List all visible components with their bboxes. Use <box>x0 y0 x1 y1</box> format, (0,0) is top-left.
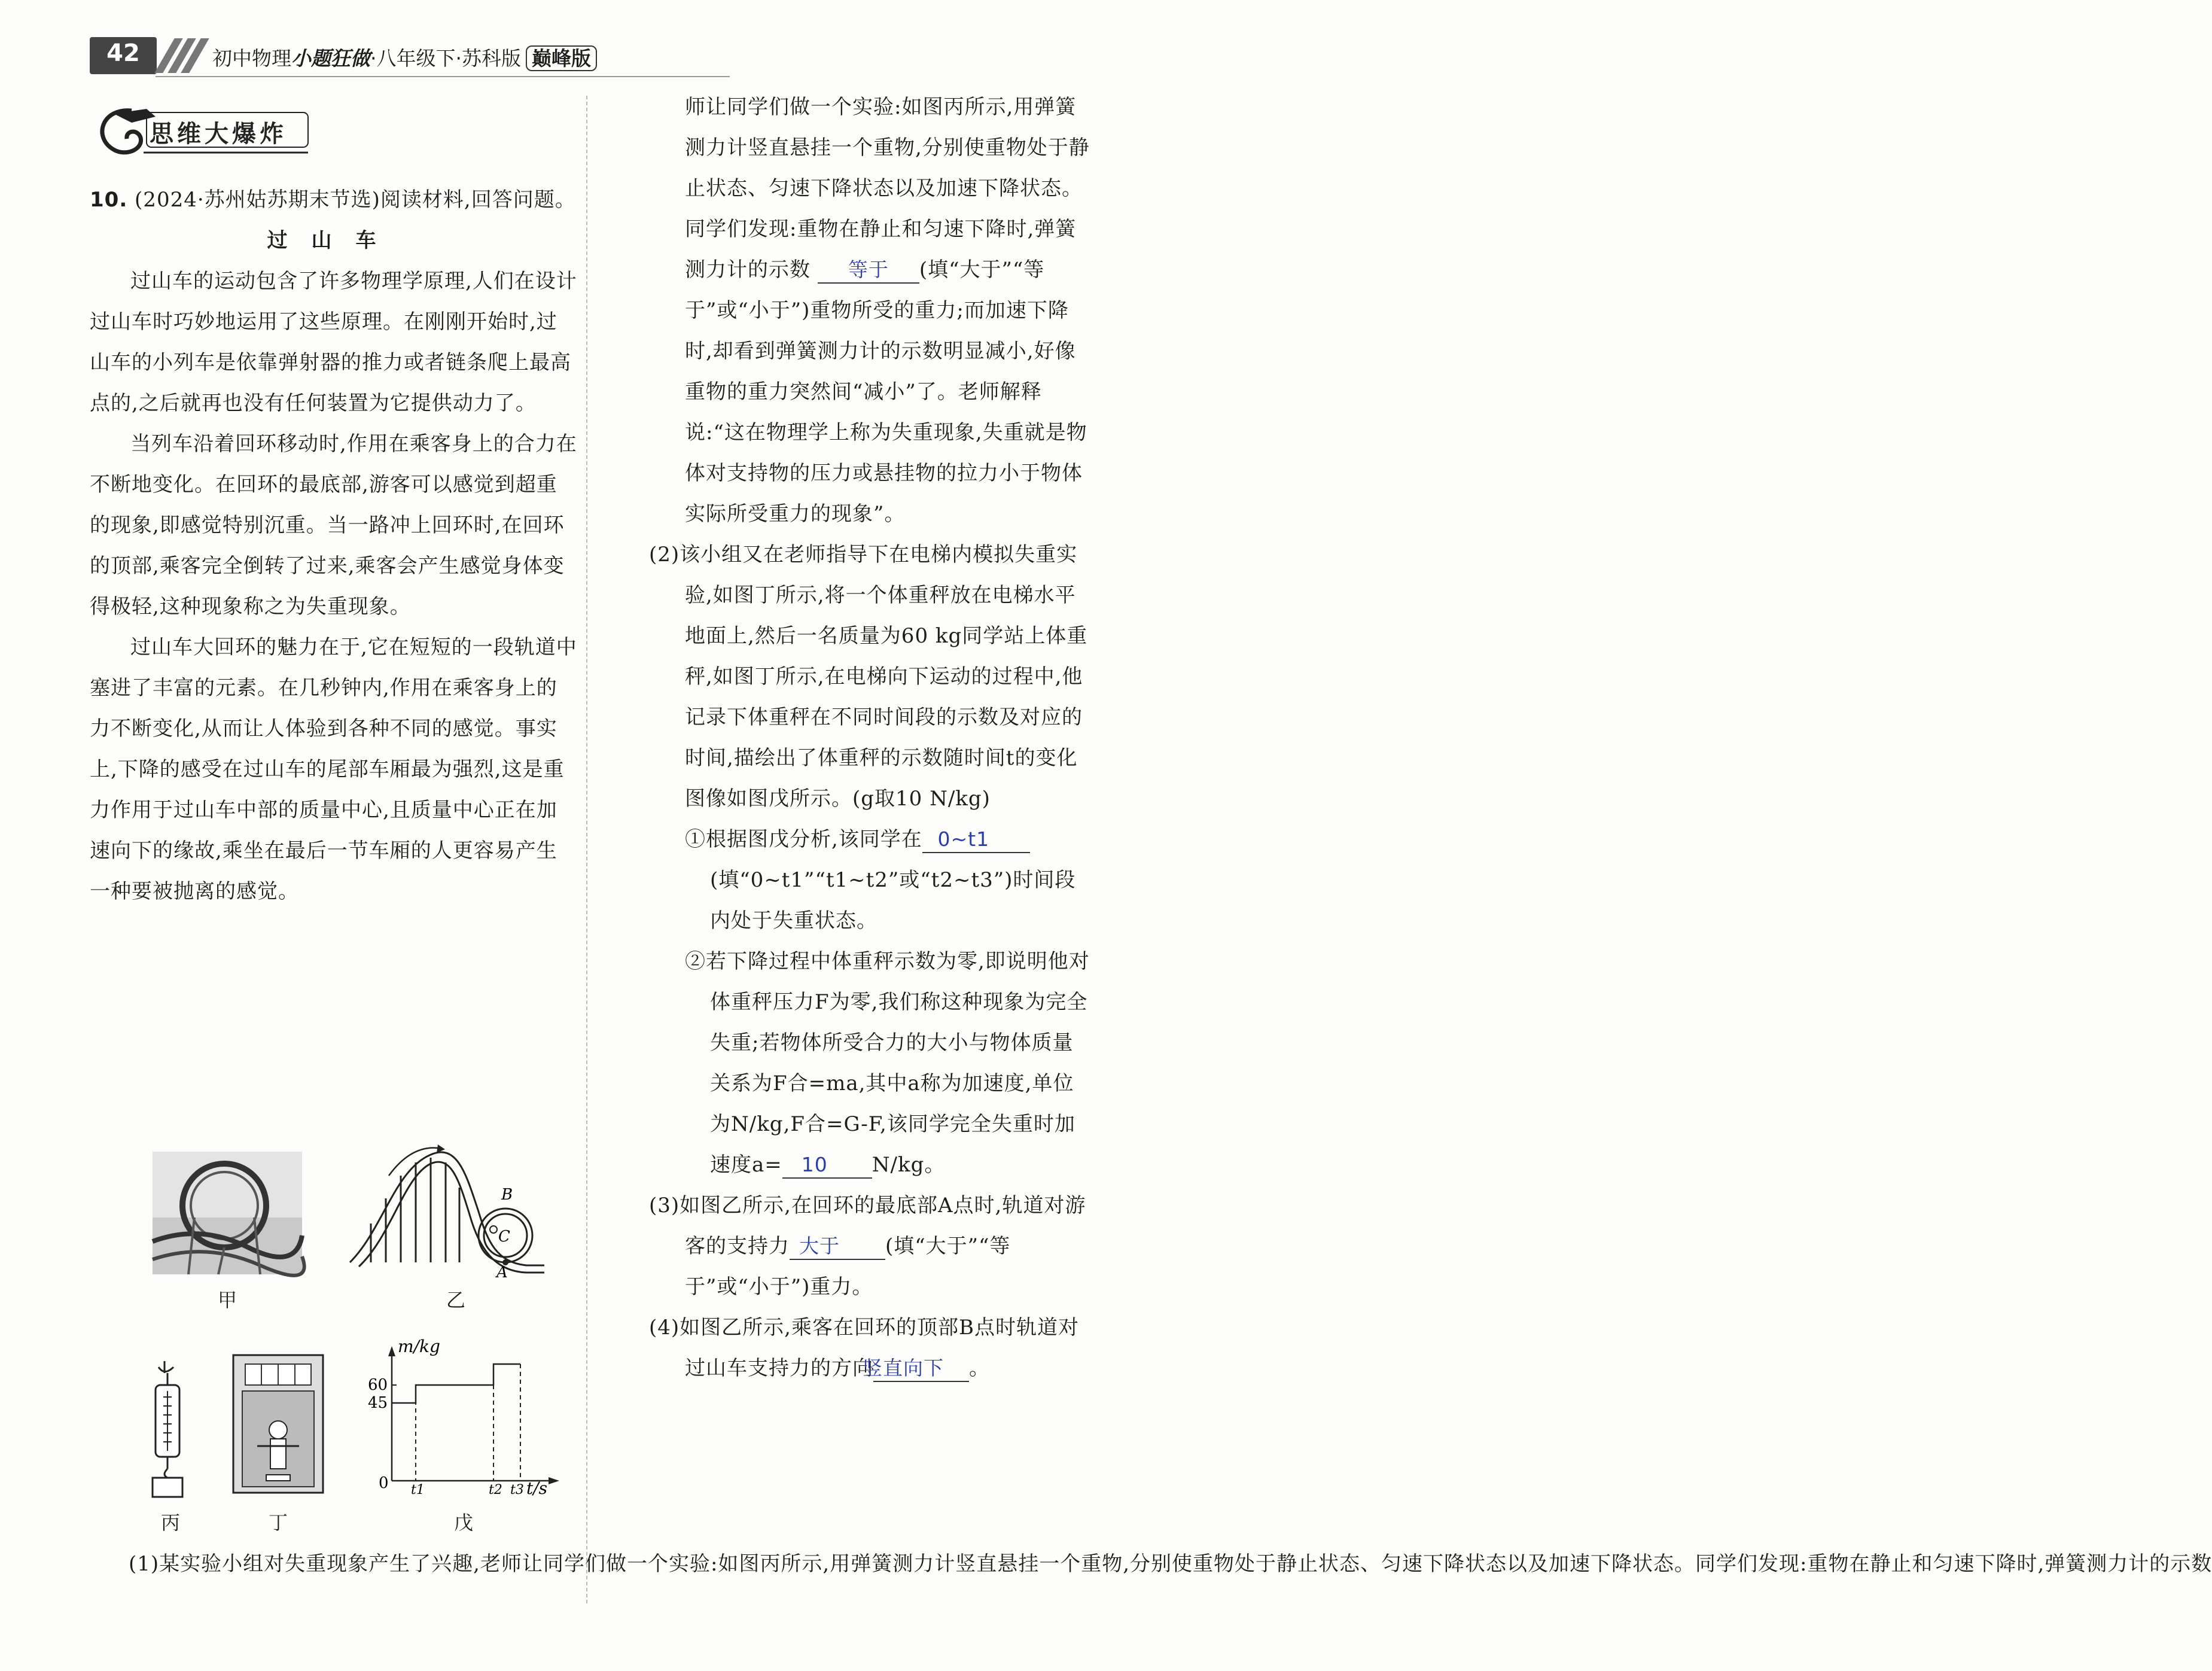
x-tick-t3: t3 <box>510 1483 524 1497</box>
book-title-pre: 初中物理 <box>212 47 291 70</box>
point-c-label: C <box>498 1228 510 1246</box>
part2-sub2 <box>685 941 1092 1185</box>
figure-label-bing: 丙 <box>160 1511 180 1534</box>
article-paragraph: 过山车大回环的魅力在于,它在短短的一段轨道中塞进了丰富的元素。在几秒钟内,作用在乘客身上的力不断变化,从而让人体验到各种不同的感觉。事实上,下降的感受在过山车的尾部车厢最为强烈,这是重力作用于过山车中部的质量中心,且质量中心正在加速向下的缘故,乘坐在最后一节车厢的人更容易产生一种要被抛离的感觉。 <box>90 635 577 903</box>
part1-start <box>129 1544 2212 1584</box>
part4-answer-blank[interactable]: 竖直向下 <box>873 1356 969 1382</box>
graph-step-line <box>392 1364 520 1481</box>
article-paragraph: 当列车沿着回环移动时,作用在乘客身上的合力在不断地变化。在回环的最底部,游客可以感觉到超重的现象,即感觉特别沉重。当一路冲上回环时,在回环的顶部,乘客完全倒转了过来,乘客会产生感觉身体变得极轻,这种现象称之为失重现象。 <box>90 432 577 619</box>
figure-jia-roller-coaster-photo <box>153 1152 302 1274</box>
part2-block <box>649 534 1092 819</box>
part3-label: (3) <box>649 1194 680 1218</box>
part3-block <box>649 1185 1092 1307</box>
part1-continued: 师让同学们做一个实验:如图丙所示,用弹簧测力计竖直悬挂一个重物,分别使重物处于静止状态、匀速下降状态以及加速下降状态。同学们发现:重物在静止和匀速下降时,弹簧测力计的示数 等于 (填“大于”“等于”或“小于”)重物所受的重力;而加速下降时,却看到弹簧测力计的示数明显减小,好像重物的重力突然间“减小”了。老师解释说:“这在物理学上称为失重现象,失重就是物体对支持物的压力或悬挂物的拉力小于物体实际所受重力的现象”。 <box>685 95 1090 526</box>
part4-block <box>649 1307 1092 1389</box>
y-tick-45: 45 <box>368 1394 388 1412</box>
question-number: 10. <box>90 188 128 212</box>
part1-label: (1) <box>129 1552 160 1576</box>
figure-yi-coaster-diagram <box>347 1140 550 1282</box>
figure-wu-mass-time-graph <box>356 1337 571 1502</box>
part4-text-b: 。 <box>969 1356 990 1380</box>
graph-origin: 0 <box>379 1474 389 1492</box>
part3-text-a: 如图乙所示,在回环的最底部A点时,轨道对游客的支持力 <box>680 1194 1086 1258</box>
article-title: 过山车 <box>267 229 400 252</box>
book-title-post: ·八年级下·苏科版 <box>370 47 521 70</box>
point-b-label: B <box>501 1186 513 1204</box>
book-brand: 小题狂做 <box>291 47 370 70</box>
question-intro-text: (2024·苏州姑苏期末节选)阅读材料,回答问题。 <box>135 188 576 212</box>
page-number: 42 <box>106 39 140 67</box>
section-banner <box>90 102 311 159</box>
part1-answer-blank[interactable]: 等于 <box>818 257 919 284</box>
part2-sub1-text-a: 根据图戊分析,该同学在 <box>706 827 922 851</box>
question-intro <box>90 179 577 220</box>
figure-ding-elevator <box>233 1355 323 1493</box>
right-column <box>649 87 1092 1389</box>
part2-sub1-label: ① <box>685 827 706 851</box>
book-title <box>212 43 597 71</box>
part2-sub2-answer-blank[interactable]: 10 <box>782 1152 872 1179</box>
header-rule <box>156 76 730 77</box>
figure-label-ding: 丁 <box>268 1511 288 1534</box>
figure-label-jia: 甲 <box>217 1289 237 1311</box>
part2-sub2-text-a: 若下降过程中体重秤示数为零,即说明他对体重秤压力F为零,我们称这种现象为完全失重;若物体所受合力的大小与物体质量关系为F合=ma,其中a称为加速度,单位为N/kg,F合=G-F,该同学完全失重时加速度a= <box>706 949 1090 1177</box>
part2-text: 该小组又在老师指导下在电梯内模拟失重实验,如图丁所示,将一个体重秤放在电梯水平地面上,然后一名质量为60 kg同学站上体重秤,如图丁所示,在电梯向下运动的过程中,他记录下体重秤在不同时间段的示数及对应的时间,描绘出了体重秤的示数随时间t的变化图像如图戊所示。(g取10 N/kg) <box>680 543 1088 811</box>
point-a-label: A <box>496 1264 508 1282</box>
x-tick-t2: t2 <box>489 1483 502 1497</box>
part3-text-b: (填“大于”“等于”或“小于”)重力。 <box>685 1234 1011 1299</box>
page-header <box>90 37 640 79</box>
left-column <box>90 179 577 912</box>
figure-label-yi: 乙 <box>446 1289 465 1311</box>
y-axis <box>388 1346 395 1481</box>
figure-label-wu: 戊 <box>453 1511 473 1534</box>
part2-sub1-text-b: (填“0~t1”“t1~t2”或“t2~t3”)时间段内处于失重状态。 <box>710 868 1076 933</box>
part2-sub1 <box>685 819 1092 941</box>
x-axis-label: t/s <box>526 1478 548 1498</box>
article-paragraph: 过山车的运动包含了许多物理学原理,人们在设计过山车时巧妙地运用了这些原理。在刚刚开始时,过山车的小列车是依靠弹射器的推力或者链条爬上最高点的,之后就再也没有任何装置为它提供动力了。 <box>90 269 577 415</box>
part2-sub2-label: ② <box>685 949 706 973</box>
part2-sub1-answer-blank[interactable]: 0~t1 <box>922 827 1030 853</box>
figure-bing-spring-scale <box>147 1358 194 1499</box>
part4-label: (4) <box>649 1316 680 1340</box>
column-divider <box>586 96 587 1603</box>
edition-badge: 巅峰版 <box>526 45 597 71</box>
part1-text: 某实验小组对失重现象产生了兴趣,老师让同学们做一个实验:如图丙所示,用弹簧测力计竖直悬挂一个重物,分别使重物处于静止状态、匀速下降状态以及加速下降状态。同学们发现:重物在静止和匀速下降时,弹簧测力计的示数 <box>159 1552 2212 1576</box>
x-tick-t1: t1 <box>411 1483 425 1497</box>
y-tick-60: 60 <box>368 1376 388 1394</box>
part4-text-a: 如图乙所示,乘客在回环的顶部B点时轨道对过山车支持力的方向 <box>680 1316 1079 1380</box>
y-axis-label: m/kg <box>398 1337 440 1356</box>
page-number-box <box>90 37 157 74</box>
part2-sub2-text-b: N/kg。 <box>872 1153 946 1177</box>
part1-text-b: (填“大于”“等于”或“小于”)重物所受的重力;而加速下降时,却看到弹簧测力计的示数明显减小,好像重物的重力突然间“减小”了。老师解释说:“这在物理学上称为失重现象,失重就是物体对支持物的压力或悬挂物的拉力小于物体实际所受重力的现象”。 <box>685 258 1087 526</box>
banner-title: 思维大爆炸 <box>150 120 287 148</box>
part2-label: (2) <box>649 543 680 567</box>
part3-answer-blank[interactable]: 大于 <box>790 1234 885 1260</box>
